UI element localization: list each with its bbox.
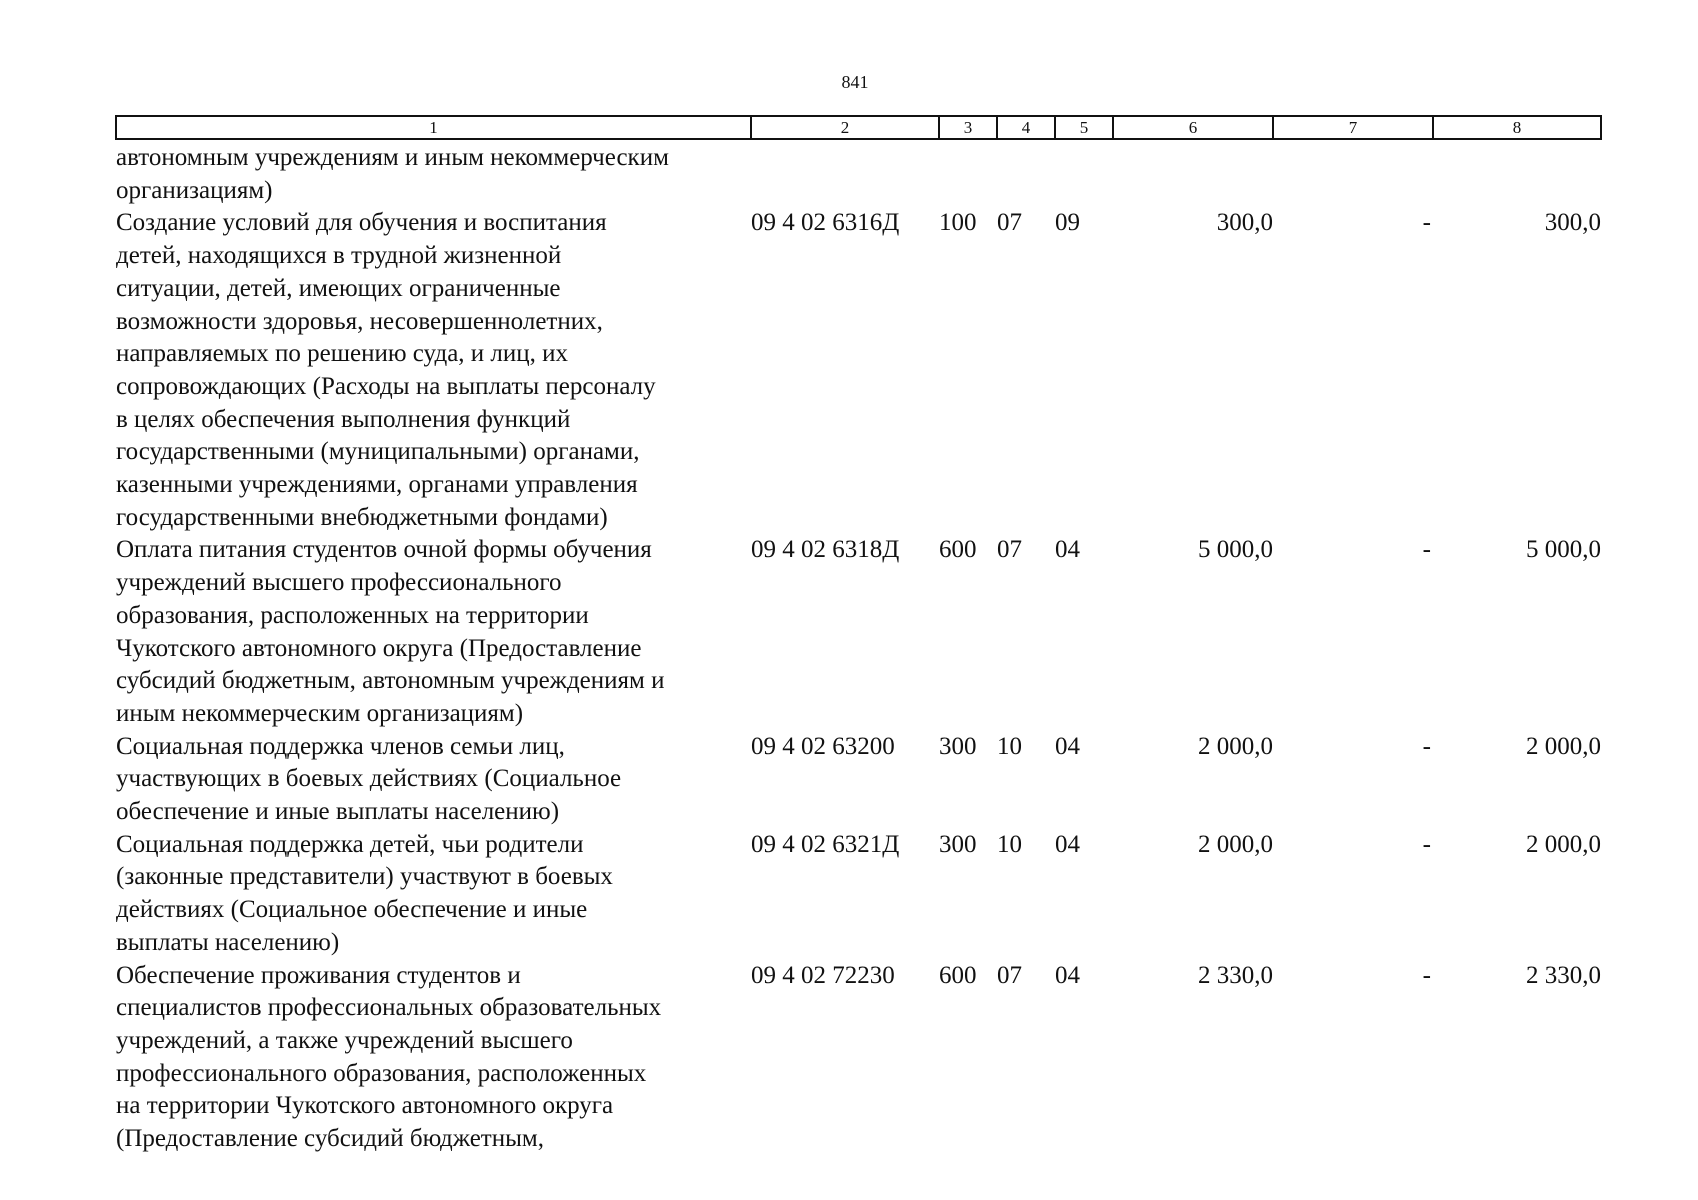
section-code: 07 — [997, 209, 1022, 237]
description-line: детей, находящихся в трудной жизненной — [116, 242, 562, 270]
description-line: в целях обеспечения выполнения функций — [116, 405, 571, 433]
total-value: 2 000,0 — [1526, 732, 1601, 760]
description-line: (Предоставление субсидий бюджетным, — [116, 1125, 544, 1153]
total-value: 300,0 — [1544, 209, 1601, 237]
change-value: - — [1422, 536, 1431, 564]
budget-table — [115, 115, 1602, 1156]
table-row-continuation — [116, 139, 1601, 207]
subsection-code: 04 — [1055, 961, 1080, 989]
page-number: 841 — [841, 72, 869, 92]
description-line: учреждений, а также учреждений высшего — [116, 1026, 573, 1054]
section-code: 07 — [997, 536, 1022, 564]
description-line: Создание условий для обучения и воспитания — [116, 209, 607, 237]
row-description — [116, 207, 751, 534]
column-header: 6 — [1113, 116, 1273, 139]
description-line: действиях (Социальное обеспечение и иные — [116, 896, 588, 924]
description-line: направляемых по решению суда, и лиц, их — [116, 340, 569, 368]
description-line: организациям) — [116, 176, 273, 204]
subsection-code: 04 — [1055, 536, 1080, 564]
amount-value: 2 000,0 — [1198, 732, 1273, 760]
total-value: 2 000,0 — [1526, 830, 1601, 858]
description-line: учреждений высшего профессионального — [116, 569, 562, 597]
table-row — [116, 829, 1601, 960]
column-header: 1 — [116, 116, 751, 139]
amount-value: 2 000,0 — [1198, 830, 1273, 858]
description-line: государственными (муниципальными) органами, — [116, 438, 640, 466]
row-description — [116, 960, 751, 1156]
amount-value: 300,0 — [1216, 209, 1273, 237]
subsection-code: 04 — [1055, 830, 1080, 858]
description-line: обеспечение и иные выплаты населению) — [116, 798, 560, 826]
description-line: образования, расположенных на территории — [116, 601, 589, 629]
column-header: 2 — [751, 116, 939, 139]
total-value: 2 330,0 — [1526, 961, 1601, 989]
description-line: на территории Чукотского автономного округа — [116, 1092, 614, 1120]
table-row — [116, 534, 1601, 730]
description-line: Социальная поддержка детей, чьи родители — [116, 830, 584, 858]
target-article-code: 09 4 02 6318Д — [751, 536, 900, 564]
expense-type-code: 100 — [939, 209, 977, 237]
description-line: ситуации, детей, имеющих ограниченные — [116, 274, 561, 302]
description-line: возможности здоровья, несовершеннолетних, — [116, 307, 603, 335]
column-header: 8 — [1433, 116, 1601, 139]
amount-value: 5 000,0 — [1198, 536, 1273, 564]
row-description — [116, 731, 751, 829]
change-value: - — [1422, 209, 1431, 237]
expense-type-code: 300 — [939, 732, 977, 760]
row-description — [116, 139, 939, 207]
change-value: - — [1422, 732, 1431, 760]
description-line: Чукотского автономного округа (Предоставление — [116, 634, 642, 662]
description-line: сопровождающих (Расходы на выплаты персоналу — [116, 372, 656, 400]
section-code: 10 — [997, 732, 1022, 760]
table-row — [116, 960, 1601, 1156]
table-row — [116, 207, 1601, 534]
subsection-code: 09 — [1055, 209, 1080, 237]
column-header: 3 — [939, 116, 997, 139]
expense-type-code: 600 — [939, 536, 977, 564]
description-line: выплаты населению) — [116, 928, 340, 956]
column-header: 7 — [1273, 116, 1433, 139]
row-description — [116, 534, 751, 730]
description-line: Оплата питания студентов очной формы обучения — [116, 536, 652, 564]
description-line: участвующих в боевых действиях (Социальное — [116, 765, 622, 793]
subsection-code: 04 — [1055, 732, 1080, 760]
amount-value: 2 330,0 — [1198, 961, 1273, 989]
target-article-code: 09 4 02 72230 — [751, 961, 895, 989]
row-description — [116, 829, 751, 960]
target-article-code: 09 4 02 6321Д — [751, 830, 900, 858]
change-value: - — [1422, 961, 1431, 989]
target-article-code: 09 4 02 6316Д — [751, 209, 900, 237]
target-article-code: 09 4 02 63200 — [751, 732, 895, 760]
description-line: специалистов профессиональных образовательных — [116, 994, 662, 1022]
section-code: 10 — [997, 830, 1022, 858]
column-header: 5 — [1055, 116, 1113, 139]
column-header: 4 — [997, 116, 1055, 139]
description-line: автономным учреждениям и иным некоммерческим — [116, 144, 669, 171]
expense-type-code: 600 — [939, 961, 977, 989]
total-value: 5 000,0 — [1526, 536, 1601, 564]
table-header-row — [116, 116, 1601, 139]
description-line: казенными учреждениями, органами управления — [116, 471, 638, 499]
expense-type-code: 300 — [939, 830, 977, 858]
description-line: субсидий бюджетным, автономным учреждениям и — [116, 667, 665, 695]
description-line: государственными внебюджетными фондами) — [116, 503, 608, 531]
table-row — [116, 731, 1601, 829]
description-line: Социальная поддержка членов семьи лиц, — [116, 732, 565, 760]
description-line: профессионального образования, расположенных — [116, 1059, 647, 1087]
change-value: - — [1422, 830, 1431, 858]
description-line: Обеспечение проживания студентов и — [116, 961, 521, 989]
section-code: 07 — [997, 961, 1022, 989]
description-line: иным некоммерческим организациям) — [116, 699, 524, 727]
description-line: (законные представители) участвуют в боевых — [116, 863, 613, 891]
